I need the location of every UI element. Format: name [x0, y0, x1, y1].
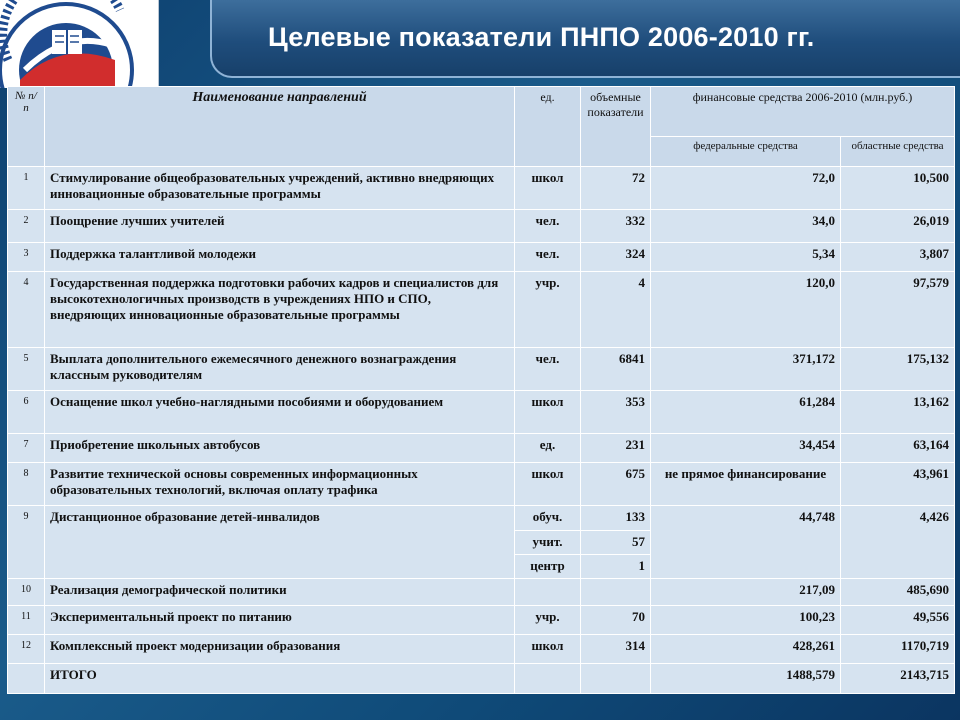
- row-unit: чел.: [515, 243, 581, 272]
- header-volume: объемные показатели: [581, 87, 651, 167]
- row-no: 12: [8, 635, 45, 664]
- row-unit: школ: [515, 167, 581, 210]
- row-name: Приобретение школьных автобусов: [45, 434, 515, 463]
- row-unit: школ: [515, 463, 581, 506]
- row-federal: 44,748: [651, 506, 841, 579]
- row-unit: школ: [515, 391, 581, 434]
- row-no: 10: [8, 579, 45, 606]
- row-unit: ед.: [515, 434, 581, 463]
- row-volume: 324: [581, 243, 651, 272]
- row-name: Государственная поддержка подготовки рабочих кадров и специалистов для высокотехнологичных производств в учреждениях НПО и СПО, внедряющих инновационные образовательные программы: [45, 272, 515, 348]
- row-name: Экспериментальный проект по питанию: [45, 606, 515, 635]
- row-no: 7: [8, 434, 45, 463]
- row-regional: 485,690: [841, 579, 955, 606]
- row-regional: 10,500: [841, 167, 955, 210]
- row-regional: 4,426: [841, 506, 955, 579]
- row-regional: 26,019: [841, 210, 955, 243]
- row-no: 6: [8, 391, 45, 434]
- row-volume: 1: [581, 555, 651, 579]
- row-unit: школ: [515, 635, 581, 664]
- table-row: [8, 635, 955, 664]
- table-row: [8, 579, 955, 606]
- row-unit: обуч.: [515, 506, 581, 531]
- row-federal: 61,284: [651, 391, 841, 434]
- total-regional: 2143,715: [841, 664, 955, 694]
- row-regional: 97,579: [841, 272, 955, 348]
- header-no: № п/п: [8, 87, 45, 167]
- table-row: [8, 434, 955, 463]
- row-name: Оснащение школ учебно-наглядными пособиями и оборудованием: [45, 391, 515, 434]
- row-volume: 332: [581, 210, 651, 243]
- row-regional: 1170,719: [841, 635, 955, 664]
- total-federal: 1488,579: [651, 664, 841, 694]
- row-no: 11: [8, 606, 45, 635]
- row-no: 8: [8, 463, 45, 506]
- row-regional: 43,961: [841, 463, 955, 506]
- row-volume: 133: [581, 506, 651, 531]
- row-unit: чел.: [515, 210, 581, 243]
- row-federal: 120,0: [651, 272, 841, 348]
- row-volume: 72: [581, 167, 651, 210]
- row-volume: [581, 579, 651, 606]
- table-row: [8, 348, 955, 391]
- row-regional: 63,164: [841, 434, 955, 463]
- total-label: ИТОГО: [45, 664, 515, 694]
- row-name: Выплата дополнительного ежемесячного денежного вознаграждения классным руководителям: [45, 348, 515, 391]
- header-name: Наименование направлений: [45, 87, 515, 167]
- table-row: [8, 243, 955, 272]
- row-name: Поощрение лучших учителей: [45, 210, 515, 243]
- header-regional: областные средства: [841, 137, 955, 167]
- table-row: [8, 210, 955, 243]
- row-federal: 34,0: [651, 210, 841, 243]
- row-unit: учр.: [515, 272, 581, 348]
- row-name: Дистанционное образование детей-инвалидов: [45, 506, 515, 579]
- row-federal: не прямое финансирование: [651, 463, 841, 506]
- row-volume: 4: [581, 272, 651, 348]
- indicators-table: [7, 86, 955, 694]
- row-no: 2: [8, 210, 45, 243]
- row-unit: центр: [515, 555, 581, 579]
- header-finance: финансовые средства 2006-2010 (млн.руб.): [651, 87, 955, 137]
- row-federal: 34,454: [651, 434, 841, 463]
- row-no: 4: [8, 272, 45, 348]
- pnpo-logo: [0, 0, 159, 88]
- row-unit: [515, 579, 581, 606]
- row-regional: 49,556: [841, 606, 955, 635]
- row-volume: 70: [581, 606, 651, 635]
- row-federal: 428,261: [651, 635, 841, 664]
- row-name: Развитие технической основы современных информационных образовательных технологий, включая оплату трафика: [45, 463, 515, 506]
- row-unit: чел.: [515, 348, 581, 391]
- row-federal: 5,34: [651, 243, 841, 272]
- row-volume: 6841: [581, 348, 651, 391]
- row-unit: учр.: [515, 606, 581, 635]
- table-row: [8, 391, 955, 434]
- row-federal: 217,09: [651, 579, 841, 606]
- row-federal: 72,0: [651, 167, 841, 210]
- row-federal: 100,23: [651, 606, 841, 635]
- row-regional: 13,162: [841, 391, 955, 434]
- table-row: [8, 606, 955, 635]
- row-volume: 675: [581, 463, 651, 506]
- row-no: 3: [8, 243, 45, 272]
- row-name: Стимулирование общеобразовательных учреждений, активно внедряющих инновационные образовательные программы: [45, 167, 515, 210]
- row-volume: 57: [581, 531, 651, 555]
- row-name: Комплексный проект модернизации образования: [45, 635, 515, 664]
- row-regional: 175,132: [841, 348, 955, 391]
- row-federal: 371,172: [651, 348, 841, 391]
- row-name: Поддержка талантливой молодежи: [45, 243, 515, 272]
- table-row: [8, 463, 955, 506]
- table-row: [8, 167, 955, 210]
- row-no: 1: [8, 167, 45, 210]
- title-bar: [210, 0, 960, 78]
- row-no: 9: [8, 506, 45, 579]
- row-volume: 231: [581, 434, 651, 463]
- row-volume: 314: [581, 635, 651, 664]
- row-no: 5: [8, 348, 45, 391]
- page-title: Целевые показатели ПНПО 2006-2010 гг.: [268, 22, 815, 52]
- row-unit: учит.: [515, 531, 581, 555]
- row-regional: 3,807: [841, 243, 955, 272]
- table-row: [8, 506, 955, 531]
- table-row: [8, 272, 955, 348]
- total-row: [8, 664, 955, 694]
- header-unit: ед.: [515, 87, 581, 167]
- header-federal: федеральные средства: [651, 137, 841, 167]
- row-name: Реализация демографической политики: [45, 579, 515, 606]
- emblem-icon: [0, 0, 158, 88]
- row-volume: 353: [581, 391, 651, 434]
